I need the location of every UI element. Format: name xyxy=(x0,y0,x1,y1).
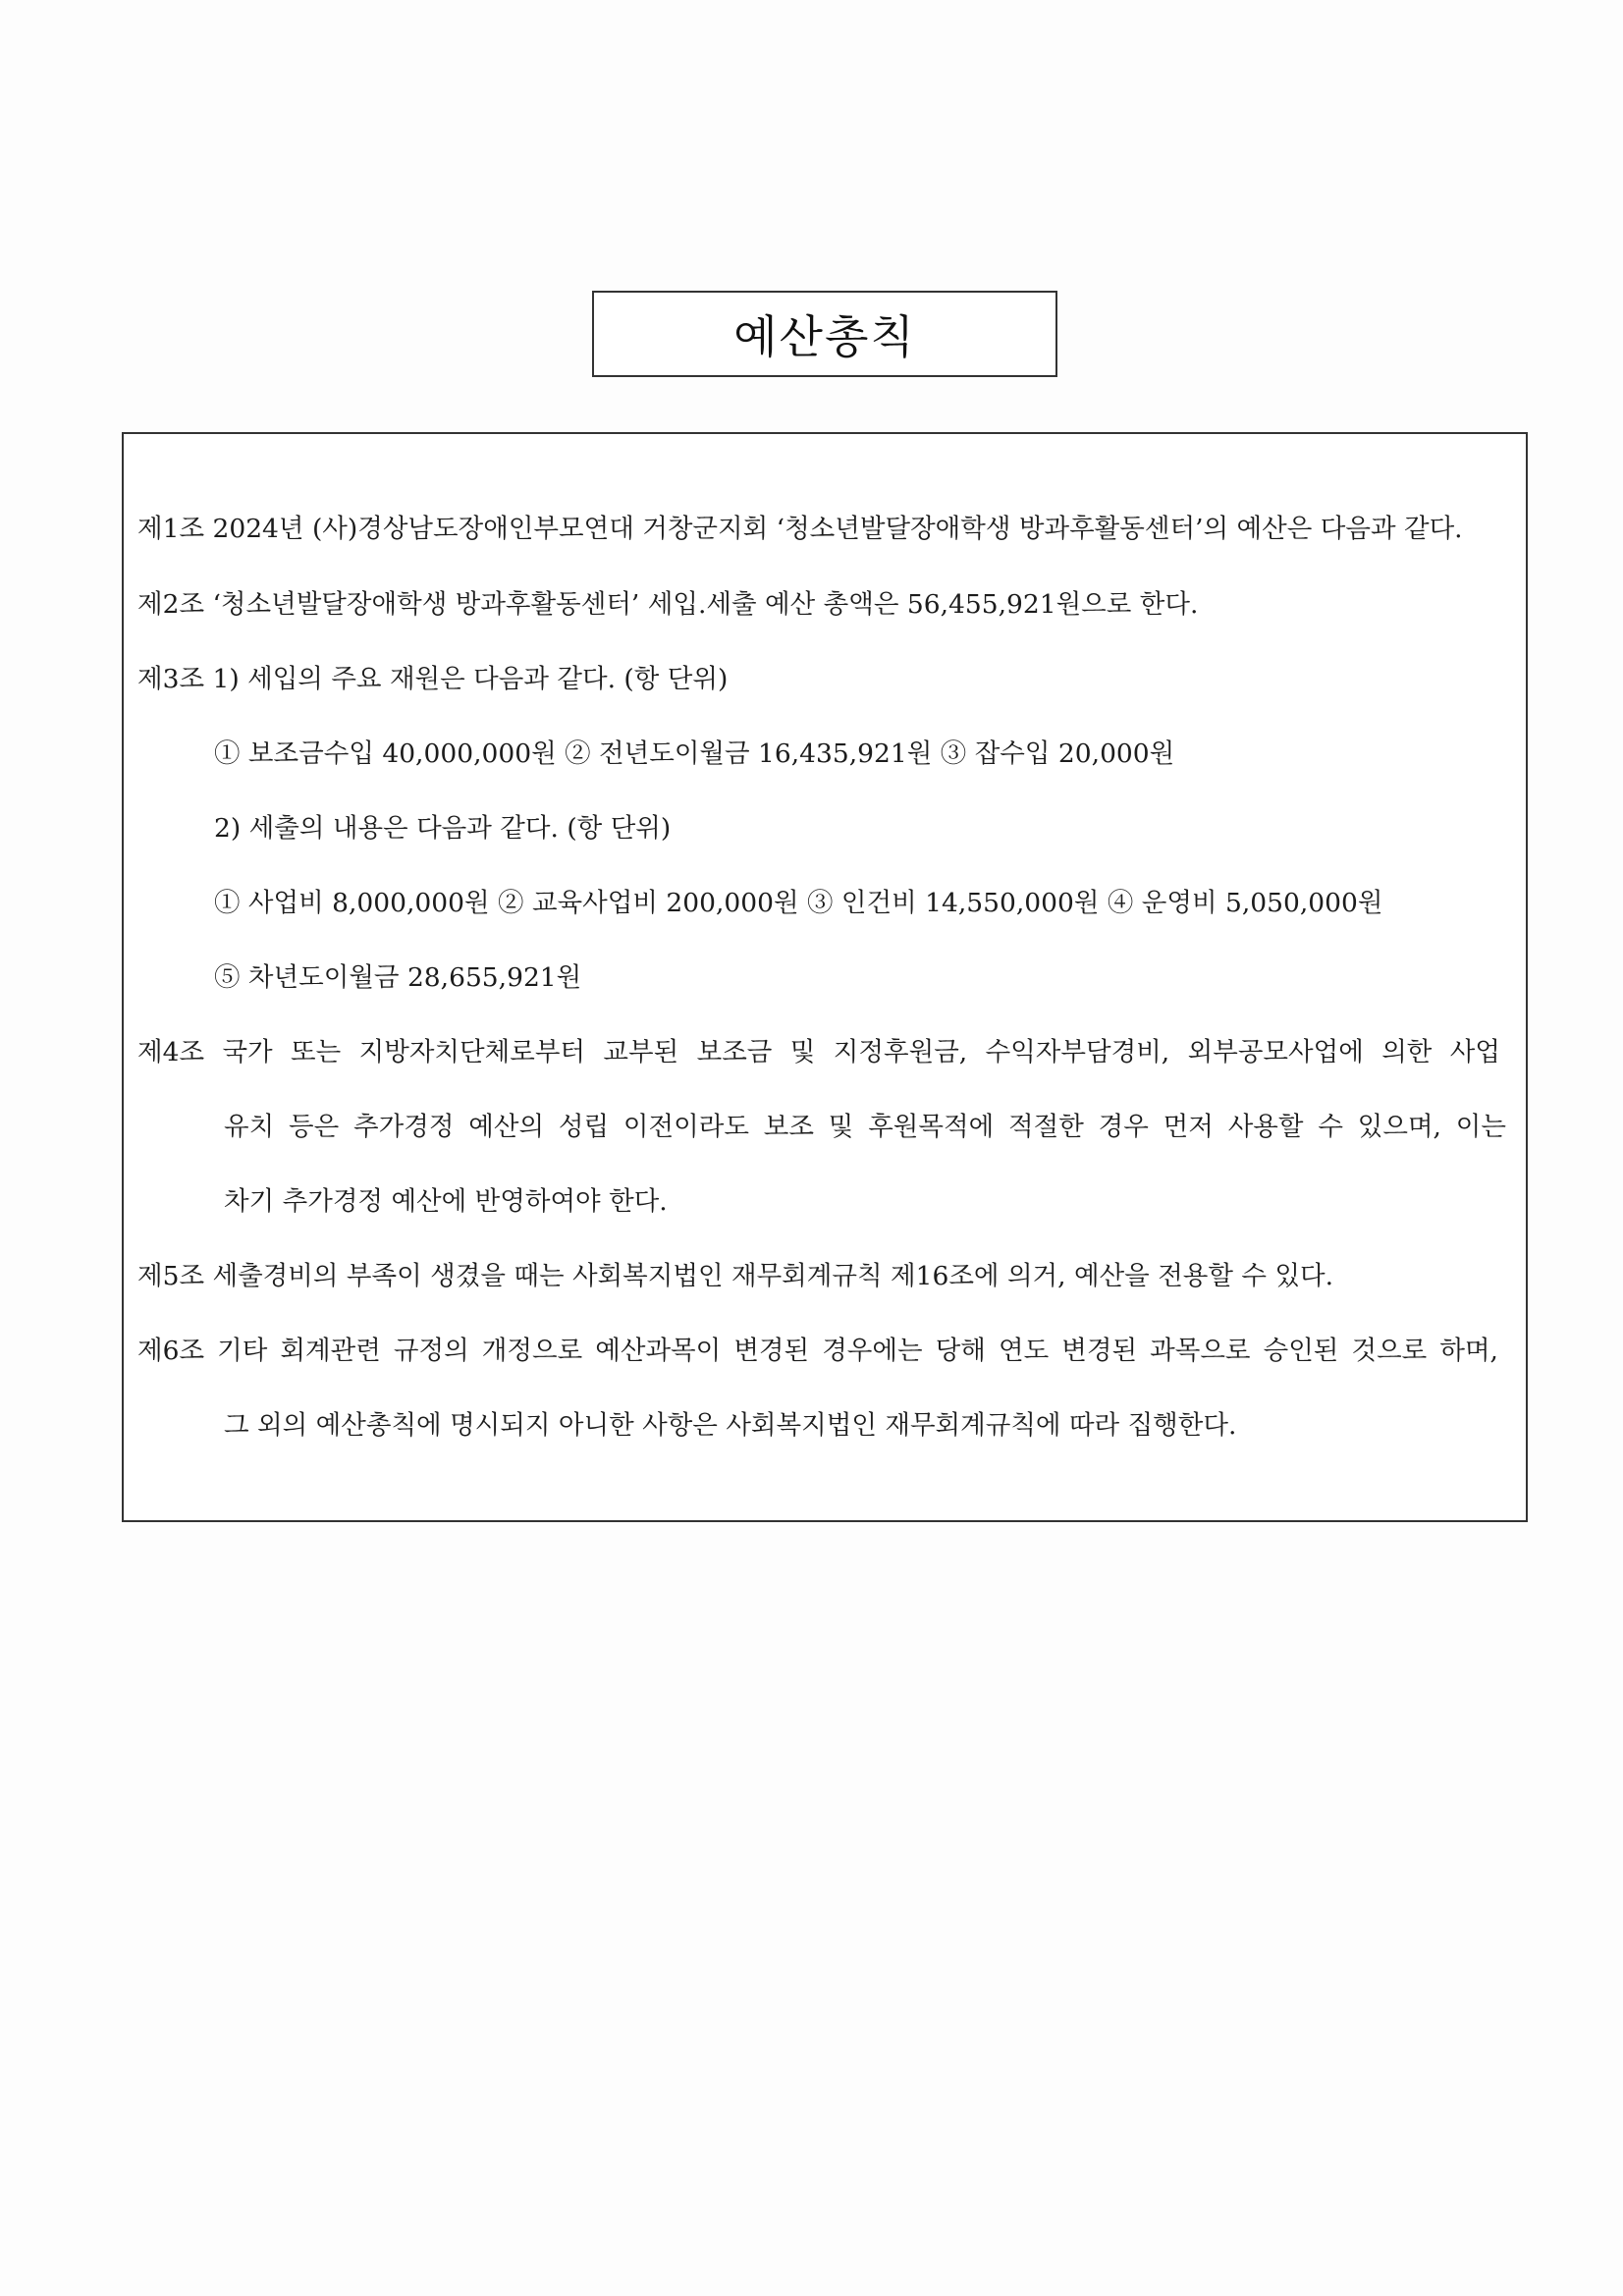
article-4-line-3: 차기 추가경정 예산에 반영하여야 한다. xyxy=(224,1186,668,1217)
article-6-line-2: 그 외의 예산총칙에 명시되지 아니한 사항은 사회복지법인 재무회계규칙에 따라 집행한다. xyxy=(224,1410,1237,1441)
article-2-line: 제2조 ‘청소년발달장애학생 방과후활동센터’ 세입.세출 예산 총액은 56,455,921원으로 한다. xyxy=(137,589,1199,620)
article-3-expense-items: ① 사업비 8,000,000원 ② 교육사업비 200,000원 ③ 인건비 14,550,000원 ④ 운영비 5,050,000원 xyxy=(214,888,1383,918)
article-1-line: 제1조 2024년 (사)경상남도장애인부모연대 거창군지회 ‘청소년발달장애학생 방과후활동센터’의 예산은 다음과 같다. xyxy=(137,514,1463,544)
title-box xyxy=(592,291,1057,377)
article-5-line: 제5조 세출경비의 부족이 생겼을 때는 사회복지법인 재무회계규칙 제16조에 의거, 예산을 전용할 수 있다. xyxy=(137,1261,1334,1291)
article-4-line-1: 제4조 국가 또는 지방자치단체로부터 교부된 보조금 및 지정후원금, 수익자부담경비, 외부공모사업에 의한 사업 xyxy=(137,1037,1500,1067)
article-3-item-2: 2) 세출의 내용은 다음과 같다. (항 단위) xyxy=(214,813,672,844)
article-4-line-2: 유치 등은 추가경정 예산의 성립 이전이라도 보조 및 후원목적에 적절한 경우 먼저 사용할 수 있으며, 이는 xyxy=(224,1112,1506,1142)
document-title: 예산총칙 xyxy=(733,310,916,363)
article-3-line: 제3조 1) 세입의 주요 재원은 다음과 같다. (항 단위) xyxy=(137,664,729,694)
article-3-expense-items-cont: ⑤ 차년도이월금 28,655,921원 xyxy=(214,962,582,993)
article-6-line-1: 제6조 기타 회계관련 규정의 개정으로 예산과목이 변경된 경우에는 당해 연도 변경된 과목으로 승인된 것으로 하며, xyxy=(137,1336,1498,1366)
article-3-revenue-items: ① 보조금수입 40,000,000원 ② 전년도이월금 16,435,921원 ③ 잡수입 20,000원 xyxy=(214,738,1175,769)
